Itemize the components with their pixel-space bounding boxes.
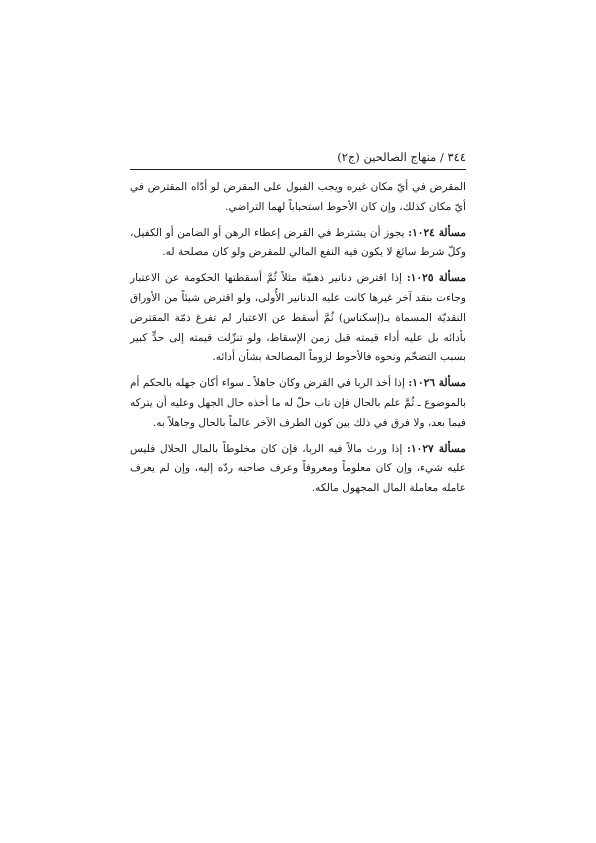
issue-title: مسألة ١٠٢٤: xyxy=(408,226,466,239)
paragraph-text: المقرض في أيّ مكان غيره ويجب القبول على المقرض لو أدّاه المقترض في أيّ مكان كذلك، وإن كان الأحوط استحباباً لهما التراضي. xyxy=(130,181,466,213)
header-separator: / xyxy=(439,150,444,164)
issue-title: مسألة ١٠٢٧: xyxy=(407,442,466,455)
issue-text: إذا أخذ الربا في القرض وكان جاهلاً ـ سواء أكان جهله بالحكم أم بالموضوع ـ ثُمَّ علم بالحال فإن تاب حلّ له ما أخذه حال الجهل وعليه أن يتركه فيما بعد، ولا فرق في ذلك بين كون الطرف الآخر عالماً بالحال وجاهلاً به. xyxy=(130,377,466,429)
issue-title: مسألة ١٠٢٥: xyxy=(406,272,466,285)
issue-1027 xyxy=(130,440,466,499)
paragraph xyxy=(130,178,466,218)
header-rule xyxy=(130,169,466,170)
issue-text: إذا اقترض دنانير ذهبيّة مثلاً ثُمَّ أسقطتها الحكومة عن الاعتبار وجاءت بنقد آخر غيرها كانت عليه الدنانير الأُولى، ولو اقترض شيئاً من الأوراق النقديّة المسماة بـ(إسكناس) ثُمَّ أسقط عن الاعتبار لم تفرغ ذمّة المقترض بأدائه بل عليه أداء قيمته قبل زمن الإسقاط، ولو تنزّلت قيمته إلى حدٍّ كبير بسبب التضخّم ونحوه فالأحوط لزوماً المصالحة بشأن أدائه. xyxy=(130,272,466,364)
issue-title: مسألة ١٠٢٦: xyxy=(408,377,466,390)
issue-text: إذا ورث مالاً فيه الربا، فإن كان مخلوطاً بالمال الحلال فليس عليه شيء، وإن كان معلوماً ومعروفاً وعرف صاحبه ردّه إليه، وإن لم يعرف عامله معاملة المال المجهول مالكه. xyxy=(130,442,466,495)
issue-text: يجوز أن يشترط في القرض إعطاء الرهن أو الضامن أو الكفيل، وكلّ شرط سائغ لا يكون فيه النفع المالي للمقرض ولو كان مصلحة له. xyxy=(130,226,466,259)
page-body xyxy=(130,178,466,505)
book-title: منهاج الصالحين (ج٢) xyxy=(337,150,437,164)
issue-1024 xyxy=(130,224,466,264)
page-header xyxy=(130,150,466,164)
issue-1026 xyxy=(130,374,466,433)
page-number: ٣٤٤ xyxy=(447,150,466,164)
issue-1025 xyxy=(130,269,466,368)
